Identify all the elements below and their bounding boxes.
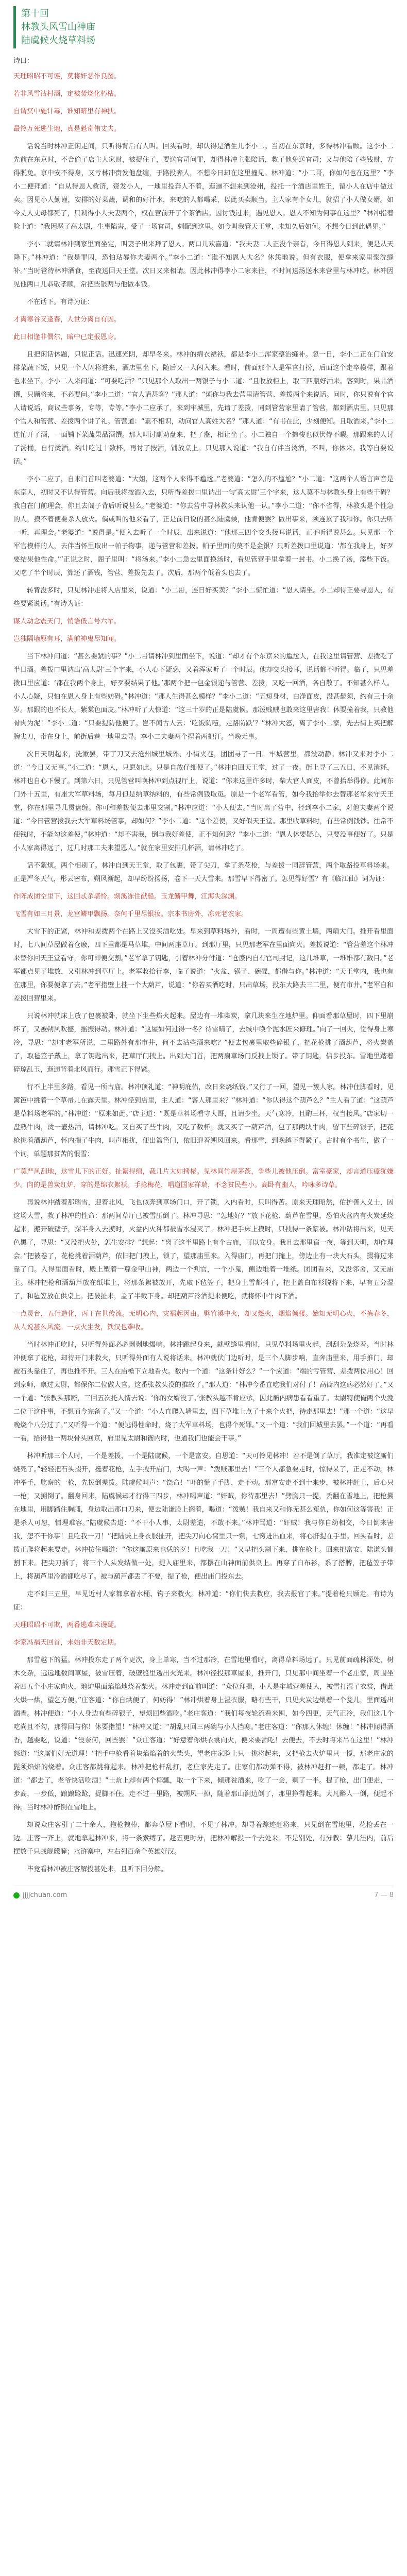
paragraph: 话不絮烦。两个相别了。林冲自到天王堂，取了包裹，带了尖刀，拿了条花枪，与差拨一同辞管营，两个取路投草料场来。正是严冬天气，彤云密布，朔风渐起，却早纷纷扬扬，卷下一天大雪来。那雪早下得密了。怎见得好雪？有《临江仙》词为证： [13, 862, 394, 883]
poem-line: 谋人动念震天门，悄语低言号六军。 [13, 618, 121, 625]
chapter-title-block [13, 6, 394, 48]
paragraph: 次日天明起来，洗漱罢，带了刀又去沧州城里城外、小街夹巷，团团寻了一日。牢城营里，都没动静。林冲又来对李小二道：“今日又无事。”小二道：“恩人，只愿如此。只是自放仔细便了。”林冲自回天王堂，过了一夜。街上寻了三五日，不见消耗，林冲也自心下慢了。到第六日，只见管营叫唤林冲到点视厅上，说道：“你来这里许多时，柴大官人面皮，不曾抬举得你。此间东门外十五里，有座大军草料场，每月但是纳草纳料的，有些常例钱取觅。原是一个老军看管，如今我抬举你去替那老军来守天王堂，你在那里寻几贯盘缠。你可和差拨便去那里交割。”林冲应道：“小人便去。”当时离了营中，径到李小二家，对他夫妻两个说道：“今日管营拨我去大军草料场管事，却如何？”李小二道：“这个差使，又好似天王堂。那里收草料时，有些常例钱钞。往常不使钱时，不能勾这差使。”林冲道：“却不害我，倒与我好差使，正不知何意？”李小二道：“恩人休要疑心，只要没事便好了。只是小人家离得远了，过几时那工夫来望恩人。”就在家里安排几杯酒，请林冲吃了。 [13, 751, 394, 852]
poem-line: 作阵成团空里下，这回忒杀堪怜。剡溪冻住猷船。玉龙鳞甲舞，江海失深渊。 [13, 893, 242, 901]
paragraph: 林冲听那三个人时，一个是差拨，一个是陆虞候，一个是富安。自思道：“天可怜见林冲！若不是倒了草厅，我准定被这厮们烧死了。”轻轻把石头掇开，挺着花枪，左手拽开庙门，大喝一声：“泼贼那里去！”三个人都急要走时，惊得呆了，正走不动。林冲举手，肐察的一枪，先拨倒差拨。陆虞候叫声：“饶命！”吓的慌了手脚，走不动。那富安走不到十来步，被林冲赶上，后心只一枪，又搠倒了。翻身回来，陆虞候却才行得三四步，林冲喝声道：“奸贼，你待那里去！”劈胸只一提，丢翻在雪地上，把枪搠在地里，用脚踏住胸脯，身边取出那口刀来，便去陆谦脸上搁着，喝道：“泼贼！我自来又和你无甚么冤仇，你如何这等害我！正是杀人可恕，情理难容。”陆虞候告道：“不干小人事，太尉差遣，不敢不来。”林冲骂道：“奸贼！我与你自幼相交，今日倒来害我，怎不干你事！且吃我一刀！”把陆谦上身衣服扯开，把尖刀向心窝里只一剜，七窍迸出血来，将心肝提在手里。回头看时，差拨正爬将起来要走。林冲按住喝道：“你这厮原来也恁的歹！且吃我一刀！”又早把头割下来，挑在枪上。回来把富安、陆谦头都割下来。把尖刀插了，将三个人头发结做一处，提入庙里来，都摆在山神面前供桌上。再穿了白布衫，系了搭膊，把毡笠子带上，将葫芦里冷酒都吃尽了。被与葫芦都丢了不要，提了枪，便出庙门投东去。 [13, 1452, 394, 1581]
paragraph: 走不到三五里，早见近村人家都拿着水桶、钩子来救火。林冲道：“你们快去救应，我去报官了来。”提着枪只顾走。有诗为证： [13, 1590, 394, 1612]
paragraph: 转背没多时，只见林冲走将入店里来，说道：“小二哥，连日好买卖？”李小二慌忙道：“恩人请坐。小二却待正要寻恩人，有些要紧说话。”有诗为证： [13, 587, 394, 608]
paragraph: 当下林冲问道：“甚么要紧的事？”小二哥请林冲到里面坐下，说道：“却才有个东京来的尴尬人，在我这里请管营、差拨吃了半日酒。差拨口里讷出‘高太尉’三个字来，小人心下疑惑，又着浑家听了一个时辰。他却交头接耳，说话都不听得。临了，只见差拨口里应道：‘都在我两个身上，好歹要结果了他。’那两个把一包金银递与管营、差拨，又吃一回酒，各自散了。不知甚么样人。小人心疑，只怕在恩人身上有些妨碍。”林冲道：“那人生得甚么模样？”李小二道：“五短身材，白净面皮，没甚髭须，约有三十余岁。那跟的也不长大，紫棠色面皮。”林冲听了大惊道：“这三十岁的正是陆虞候。那泼贱贼也敢来这里害我！休要撞着我，只教他骨肉为泥！”李小二道：“只要提防他便了。岂不闻古人云：‘吃饭防噎，走路防跌’？”林冲大怒，离了李小二家，先去街上买把解腕尖刀，带在身上，前街后巷一地里去寻。李小二夫妻两个捏着两把汗。当晚无事。 [13, 653, 394, 741]
poem-line: 广莫严风刮地，这雪儿下的正好。扯絮挦绵，裁几片大如拷栳。见林间竹屋茅茨，争些儿被他压倒。富室豪家，却言道压瘴犹嫌少。向的是兽炭红炉，穿的是绵衣絮袄。手捻梅花，唱道国家祥瑞，不念贫民些小。高卧有幽人，吟咏多诗草。 [13, 1168, 394, 1189]
paragraph: 李小二就请林冲到家里面坐定，叫妻子出来拜了恩人。两口儿欢喜道：“我夫妻二人正没个亲眷，今日得恩人到来，便是从天降下。”林冲道：“我是罪囚，恐怕玷辱你夫妻两个。”李小二道：“谁不知恩人大名？休恁地说。但有衣服，便拿来家里浆洗缝补。”当时管待林冲酒食，至夜送回天王堂。次日又来相请。因此林冲得李小二家来往，不时间送汤送水来营里与林冲吃。林冲因见他两口儿恭敬孝顺，常把些银两与他做本钱。 [13, 241, 394, 289]
paragraph: 话说当时林冲正闲走间，只听得背后有人叫。回头看时，却认得是酒生儿李小二。当初在东京时，多得林冲看顾。这李小二先前在东京时，不合偷了店主人家财，被捉住了，要送官司问罪，却得林冲主张陪话，救了他免送官司；又与他陪了些钱财，方得脱免。京中安不得身，又亏林冲赍发他盘缠，于路投奔人，不想今日却在这里撞见。林冲道：“小二哥，你如何也在这里？”李小二便拜道：“自从得恩人救济，赍发小人，一地里投奔人不着，迤逦不想来到沧州，投托一个酒店里姓王，留小人在店中做过卖。因见小人勤谨，安排的好菜蔬，调和的好汁水，来吃的人都喝采，以此买卖顺当。主人家有个女儿，就招了小人做女婿。如今丈人丈母都死了，只剩得小人夫妻两个，权在营前开了个茶酒店。因讨钱过来，遇见恩人。恩人不知为何事在这里？”林冲指着脸上道：“我因恶了高太尉，生事陷害，受了一场官司，刺配到这里。如今叫我管天王堂，未知久后如何。不想今日到此遇见。” [13, 143, 394, 231]
paragraph: 毕竟看林冲被庄客解投甚处来，且听下回分解。 [27, 1866, 168, 1873]
paragraph: 行不上半里多路，看见一所古庙。林冲顶礼道：“神明庇佑，改日来烧纸钱。”又行了一回，望见一簇人家。林冲住脚看时，见篱笆中挑着一个草帚儿在露天里。林冲径到店里，主人道：“客人那里来？”林冲道：“你认得这个葫芦么？”主人看了道：“这葫芦是草料场老军的。”林冲道：“原来如此。”店主道：“既是草料场看守大哥，且请少坐。天气寒冷，且酌三杯，权当接风。”店家切一盘熟牛肉，烫一壶热酒，请林冲吃。又自买了些牛肉，又吃了数杯。就又买了一葫芦酒，包了那两块牛肉，留下些碎银子，把花枪挑着酒葫芦，怀内揣了牛肉，叫声相扰，便出篱笆门，依旧迎着朔风回来。看那雪，到晚越下得紧了。古时有个书生，做了一个词，单题那贫苦的恨雪： [13, 1083, 394, 1158]
paragraph: 大雪下的正紧，林冲和差拨两个在路上又没买酒吃处。早来到草料场外，看时，一周遭有些黄土墙，两扇大门。推开看里面时，七八间草屋做着仓廒，四下里都是马草堆，中间两座草厅。到那厅里，只见那老军在里面向火。差拨说道：“管营差这个林冲来替你回天王堂看守，你可即便交割。”老军拿了钥匙，引着林冲分付道：“仓廒内自有官司封记，这几堆草，一堆堆都有数目。”老军都点见了堆数，又引林冲到草厅上。老军收拾行李，临了说道：“火盆、锅子、碗碟，都借与你。”林冲道：“天王堂内，我也有在那里，你要便拿了去。”老军指壁上挂一个大葫芦，说道：“你若买酒吃时，只出草场，投东大路去三二里，便有市井。”老军自和差拨回营里来。 [13, 928, 394, 1003]
intro-text: 诗曰： [13, 57, 34, 65]
paragraph: 李小二应了，自来门首叫老婆道：“大姐，这两个人来得不尴尬。”老婆道：“怎么的不尴尬？”小二道：“这两个人语言声音是东京人，初时又不认得管营。向后我将按酒入去，只听得差拨口里讷出一句‘高太尉’三个字来，这人莫不与林教头身上有些干碍？我自在门前理会，你且去阁子背后听说甚么。”老婆道：“你去营中寻林教头来认他一认。”李小二道：“你不省得，林教头是个性急的人，摸不着便要杀人放火。倘或叫的他来看了，正是前日说的甚么陆虞候，他肯便罢？做出事来，须连累了我和你。你只去听一听，再理会。”老婆道：“说得是。”便入去听了一个时辰，出来说道：“他那三四个交头接耳说话，正不听得说甚么。只见那一个军官模样的人，去伴当怀里取出一帕子物事，递与管营和差拨。帕子里面的莫不是金银？只听差拨口里说道：‘都在我身上，好歹要结果他性命。’”正说之时，阁子里叫：“将汤来。”李小二急去里面换汤时，看见管营手里拿着一封书。小二换了汤，添些下饭。又吃了半个时辰，算还了酒钱，管营、差拨先去了。次后，那两个低着头也去了。 [13, 476, 394, 577]
poem-line: 最怜万死逃生地，真是魁奇伟丈夫。 [13, 125, 121, 133]
brand-name: jjjjchuan.com [23, 1891, 67, 1899]
chapter-title-line-2: 陆虞候火烧草料场 [21, 35, 95, 46]
poem-line: 李家冯祸天回首，未始非天数定期。 [13, 1639, 121, 1647]
poem-line: 天理昭昭不可欺，两番逃难未谩疑。 [13, 1621, 121, 1629]
brand-logo-icon [13, 1892, 20, 1899]
poem-line: 岂独隔墙原有耳，满前神鬼尽知闻。 [13, 635, 121, 643]
page-indicator: 7 — 8 [374, 1891, 394, 1899]
poem-line: 一点灵台，五行造化，丙丁在世传流。无明心内，灾祸起因由。劈竹溪中火，却又燃火，烟焰倾楼。始知无明心火，不拣春冬，从人说甚么风流。一点火生发，铁汉也难收。 [13, 1310, 394, 1331]
chapter-content [13, 70, 394, 1876]
paragraph: 那雪越下的猛。林冲投东走了两个更次，身上单寒，当不过那冷，在雪地里看时，离得草料场远了。只见前面疏林深处，树木交杂，远远地数间草屋，被雪压着，破壁缝里透出火光来。林冲径投那草屋来，推开门，只见那中间坐着一个老庄家，周围坐着四五个小庄家向火，地炉里面焰焰地烧着柴火。林冲走到面前叫道：“众位拜揖，小人是牢城营差使人，被雪打湿了衣裳，借此火烘一烘，望乞方便。”庄客道：“你自烘便了，何妨得！”林冲烘着身上湿衣服，略有些干，只见火炭边煨着一个瓮儿，里面透出酒香。林冲便道：“小人身边有些碎银子，望烦回些酒吃。”老庄客道：“我们每夜轮流看米囤，如今四更，天气正冷，我们这几个吃尚且不勾，那得回与你！休要指望！”林冲又道：“胡乱只回三两碗与小人挡寒。”老庄客道：“你那人休缠！休缠！”林冲闻得酒香，越要吃，说道：“没奈何，回些罢！”众庄客道：“好意着你烘衣裳向火，便来要酒吃！去便去，不去时将来吊在这里！”林冲怒道：“这厮们好无道理！”把手中枪看着块焰焰着的火柴头，望老庄家脸上只一挑将起来，又把枪去火炉里只一搅，那老庄家的髭须焰焰的烧着。众庄客都跳将起来。林冲把枪杆乱打，老庄家先走了。庄家们都动弹不得，被林冲赶打一顿，都走了。林冲道：“都去了，老爷快活吃酒！”土炕上却有两个椰瓢，取一个下来，倾那瓮酒来，吃了一会，剩了一半。提了枪，出门便走，一步高，一步低，踉踉跄跄，捉脚不住。走不过一里路，被朔风一掉，随着那山涧边倒了，那里挣得起来。大凡醉人一倒，便起不得。当时林冲醉倒在雪地上。 [13, 1656, 394, 1811]
chapter-title-line-1: 林教头风雪山神庙 [21, 22, 95, 32]
paragraph: 且把闲话休题，只说正话。迅速光阴，却早冬来。林冲的绵衣裙袄，都是李小二浑家整治缝补。忽一日，李小二正在门前安排菜蔬下饭，只见一个人闪将进来，酒店里坐下，随后又一人闪入来。看时，前面那个人是军官打扮，后面这个走卒模样，跟着也来坐下。李小二入来问道：“可要吃酒？”只见那个人取出一两银子与小二道：“且收放柜上，取三四瓶好酒来。客到时，果品酒馔，只顾将来，不必要问。”李小二道：“官人请甚客？”那人道：“烦你与我去营里请管营、差拨两个来说话。问时，你只说有个官人请说话，商议些事务，专等，专等。”李小二应承了，来到牢城里，先请了差拨，同到管营家里请了管营，都到酒店里。只见那个官人和管营、差拨两个讲了礼。管营道：“素不相识，动问官人高姓大名？”那人道：“有书在此，少刻便知。且取酒来。”李小二连忙开了酒，一面铺下菜蔬果品酒馔。那人叫讨副劝盘来，把了盏，相让坐了。小二独自一个撺梭也似伏侍不暇。那跟来的人讨了汤桶，自行烫酒。约计吃过十数杯，再讨了按酒，铺放桌上。只见那人说道：“我自有伴当烫酒，不叫，你休来。我等自要说话。” [13, 351, 394, 466]
poem-line: 此日相逢非偶尔，暗中已定报恩身。 [13, 333, 121, 341]
footer-brand[interactable] [13, 1891, 67, 1899]
paragraph: 只说林冲就床上放了包裹被卧，就坐下生些焰火起来。屋边有一堆柴炭，拿几块来生在地炉里。仰面看那草屋时，四下里崩坏了，又被朔风吹撼，摇振得动。林冲道：“这屋如何过得一冬？待雪晴了，去城中唤个泥水匠来修理。”向了一回火，觉得身上寒冷，寻思：“却才老军所说，二里路外有那市井，何不去沽些酒来吃？”便去包裹里取些碎银子，把花枪挑了酒葫芦，将火炭盖了，取毡笠子戴上，拿了钥匙出来，把草厅门拽上。出到大门首，把两扇草场门反拽上锁了。带了钥匙，信步投东。雪地里踏着碎琼乱玉，迤逦背着北风而行。那雪正下得紧。 [13, 1012, 394, 1074]
chapter-number: 第十回 [21, 8, 49, 19]
paragraph: 再说林冲踏着那瑞雪，迎着北风，飞也似奔到草场门口，开了锁，入内看时，只叫得苦。原来天理昭然，佑护善人义士，因这场大雪，救了林冲的性命：那两间草厅已被雪压倒了。林冲寻思：“怎地好？”放下花枪、葫芦在雪里，恐怕火盆内有火炭延烧起来，搬开破壁子，探半身入去摸时，火盆内火种都被雪水浸灭了。林冲把手床上摸时，只拽得一条絮被。林冲钻将出来，见天色黑了，寻思：“又没把火处，怎生安排？”想起：“离了这半里路上有个古庙，可以安身。我且去那里宿一夜，等到天明，却作理会。”把被卷了，花枪挑着酒葫芦，依旧把门拽上，锁了，望那庙里来。入得庙门，再把门掩上，傍边止有一块大石头，掇将过来靠了门。入得里面看时，殿上塑着一尊金甲山神，两边一个判官，一个小鬼，侧边堆着一堆纸。团团看来，又没邻舍，又无庙主。林冲把枪和酒葫芦放在纸堆上，将那条絮被放开，先取下毡笠子，把身上雪都抖了，把上盖白布衫脱将下来，早有五分湿了，和毡笠放在供桌上。把被扯来，盖了半截下身。却把葫芦冷酒提来便吃，就将怀中牛肉下酒。 [13, 1199, 394, 1300]
poem-line: 若非风雪沽村酒，定被焚烧化朽枯。 [13, 90, 121, 98]
paragraph: 却说众庄客引了二十余人，拖枪拽棒，都奔草屋下看时，不见了林冲。却寻着踪迹赶将来，只见倒在雪地里，花枪丢在一边。庄客一齐上，就地拿起林冲来，将一条索缚了。趁五更时分，把林冲解投一个去处来。不是别处，有分教：蓼儿洼内，前后摆数千只战舰艨艟；水浒寨中，左右列百余个英雄好汉。 [13, 1821, 394, 1856]
poem-line: 自谓冥中施计毒，谁知暗里有神扶。 [13, 108, 121, 115]
poem-line: 才离寒谷又逢春，人世分离自有因。 [13, 316, 121, 324]
poem-line: 天理昭昭不可诬，莫将奸恶作良图。 [13, 73, 121, 80]
poem-line: 飞雪有如三月景，龙宫鳞甲飘扬。奈何千里尽银妆。宗本书房外，冻死老农家。 [13, 910, 248, 918]
footer [13, 1886, 394, 1904]
paragraph: 不在话下。有诗为证： [27, 298, 94, 306]
paragraph: 当时林冲正吃时，只听得外面必必剥剥地爆响。林冲跳起身来，就壁缝里看时，只见草料场里火起，刮刮杂杂烧着。当时林冲便拿了花枪，却待开门来救火，只听得外面有人说将话来。林冲就伏门边听时，是三个人脚步响，直奔庙里来，用手推门，却被石头靠住了，再也推不开。三人在庙檐下立地看火。数内一个道：“这条计好么？”一个应道：“端的亏管营、差拨两位用心！回到京师，禀过太尉，都保你二位做大官。这番张教头没的推故了。”那人道：“林冲今番直吃我们对付了！高衙内这病必然好了。”又一个道：“张教头那厮，三回五次托人情去说：‘你的女婿没了。’张教头越不肯应承，因此衙内病患看看重了。太尉特使俺两个央浼二位干这件事，不想而今完备了。”又一个道：“小人直爬入墙里去，四下草堆上点了十来个火把，待走那里去！”那一个道：“这早晚烧个八分过了。”又听得一个道：“便逃得性命时，烧了大军草料场，也得个死罪。”又一个道：“我们回城里去罢。”一个道：“再看一看，拾得他一两块骨头回京，府里见太尉和衙内时，也道我们也能会干事。” [13, 1341, 394, 1443]
